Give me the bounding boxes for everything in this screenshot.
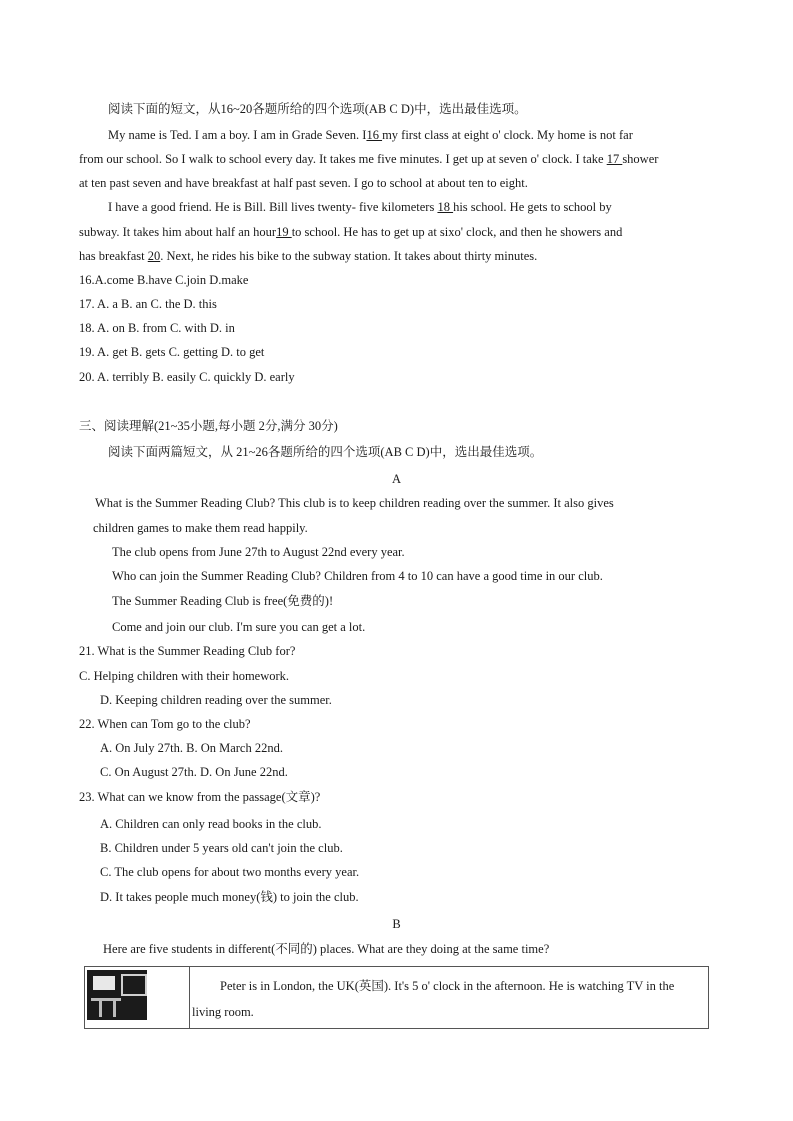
text-run: his school. He gets to school by [453,200,612,214]
question-22-options-ab: A. On July 27th. B. On March 22nd. [100,741,283,755]
text-run: My name is Ted. I am a boy. I am in Grade Seven. I [108,128,367,142]
passage-a-line-4: Who can join the Summer Reading Club? Children from 4 to 10 can have a good time in our club. [112,569,603,583]
passage-a-line-5: The Summer Reading Club is free(免费的)! [112,594,334,608]
cloze-paragraph-2-line-2 [79,224,622,240]
passage-a-line-1: What is the Summer Reading Club? This club is to keep children reading over the summer. It also gives [95,496,614,510]
question-23-option-d: D. It takes people much money(钱) to join the club. [100,890,359,904]
question-23-stem: 23. What can we know from the passage(文章)? [79,790,321,804]
section-3-heading: 三、阅读理解(21~35小题,每小题 2分,满分 30分) [79,419,338,433]
cloze-paragraph-1-line-2 [79,151,658,167]
blank-number: 19 [276,225,292,239]
cloze-option-17: 17. A. a B. an C. the D. this [79,297,217,311]
text-run: shower [622,152,659,166]
cloze-paragraph-2-line-3 [79,248,537,264]
table-image-cell [85,967,190,1029]
question-22-stem: 22. When can Tom go to the club? [79,717,251,731]
passage-a-line-2: children games to make them read happily. [93,521,308,535]
question-21-stem: 21. What is the Summer Reading Club for? [79,644,296,658]
blank-number: 18 [437,200,454,214]
passage-b-intro: Here are five students in different(不同的) places. What are they doing at the same time? [103,942,550,956]
section-3-instruction: 阅读下面两篇短文，从 21~26各题所给的四个选项(AB C D)中，选出最佳选项。 [108,445,543,459]
text-run: I have a good friend. He is Bill. Bill lives twenty- five kilometers [108,200,438,214]
student-peter-text: Peter is in London, the UK(英国). It's 5 o' clock in the afternoon. He is watching TV in the living room. [192,979,675,1019]
passage-a-line-6: Come and join our club. I'm sure you can get a lot. [112,620,366,634]
question-23-option-b: B. Children under 5 years old can't join the club. [100,841,343,855]
text-run: has breakfast [79,249,148,263]
cloze-paragraph-1-line-1 [108,127,633,143]
blank-number: 17 [606,152,623,166]
question-23-option-c: C. The club opens for about two months every year. [100,865,360,879]
text-run: at ten past seven and have breakfast at half past seven. I go to school at about ten to eight. [79,176,528,190]
living-room-photo [87,970,147,1020]
cloze-paragraph-1-line-3 [79,175,528,191]
cloze-instruction: 阅读下面的短文，从16~20各题所给的四个选项(AB C D)中，选出最佳选项。 [108,102,527,116]
table-text-cell [190,967,709,1029]
text-run: my first class at eight o' clock. My home is not far [382,128,633,142]
blank-number: 20 [147,249,161,263]
text-run: to school. He has to get up at sixo' clock, and then he showers and [291,225,623,239]
question-21-option-c: C. Helping children with their homework. [79,669,290,683]
text-run: . Next, he rides his bike to the subway station. It takes about thirty minutes. [160,249,538,263]
blank-number: 16 [366,128,383,142]
passage-b-label: B [392,917,401,931]
text-run: subway. It takes him about half an hour [79,225,277,239]
cloze-option-19: 19. A. get B. gets C. getting D. to get [79,345,265,359]
question-22-options-cd: C. On August 27th. D. On June 22nd. [100,765,288,779]
text-run: from our school. So I walk to school every day. It takes me five minutes. I get up at seven o' clock. I take [79,152,607,166]
table-row [85,967,709,1029]
question-23-option-a: A. Children can only read books in the club. [100,817,322,831]
cloze-option-18: 18. A. on B. from C. with D. in [79,321,235,335]
cloze-paragraph-2-line-1 [108,199,612,215]
students-table [84,966,709,1029]
question-21-option-d: D. Keeping children reading over the summer. [100,693,332,707]
passage-a-line-3: The club opens from June 27th to August 22nd every year. [112,545,405,559]
passage-a-label: A [391,472,402,486]
cloze-option-20: 20. A. terribly B. easily C. quickly D. early [79,370,295,384]
cloze-option-16: 16.A.come B.have C.join D.make [79,273,249,287]
